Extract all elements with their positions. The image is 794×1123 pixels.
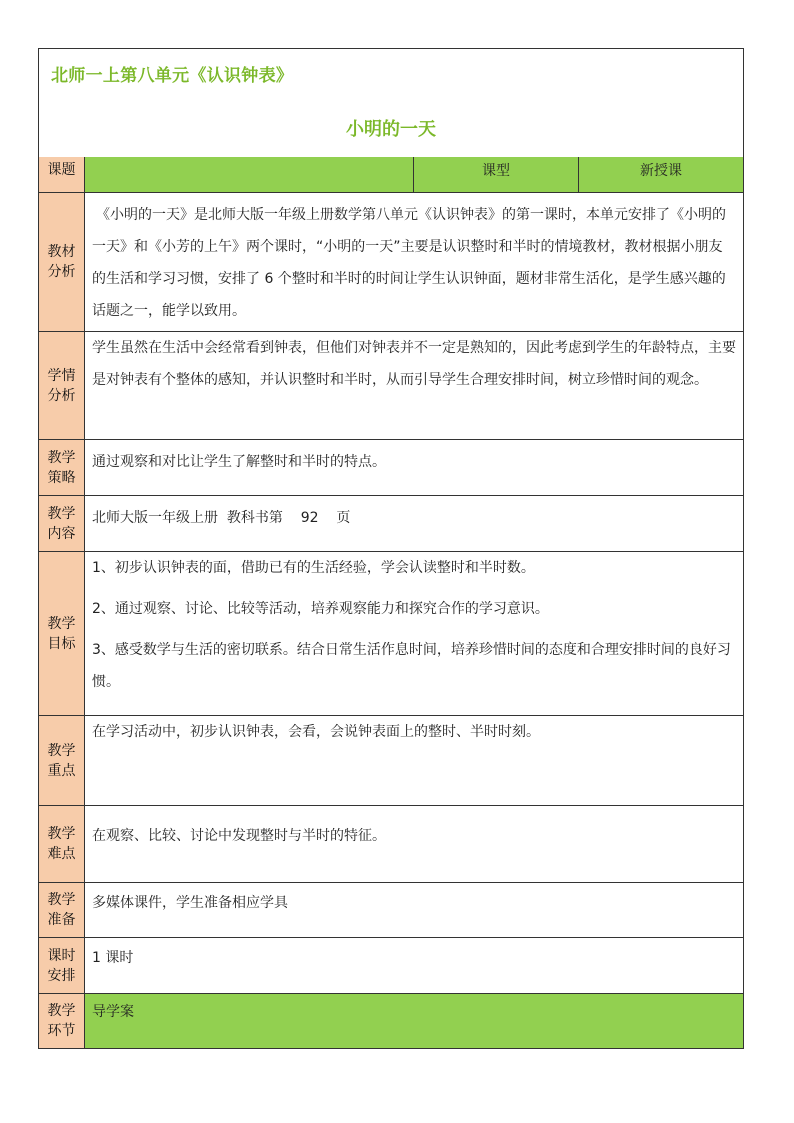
schedule-text: 1 课时 (92, 950, 134, 966)
key-points-text: 在学习活动中，初步认识钟表，会看，会说钟表面上的整时、半时时刻。 (92, 724, 540, 740)
material-analysis-label: 教材分析 (39, 193, 85, 331)
teaching-strategy-label: 教学策略 (39, 440, 85, 495)
teaching-process-label: 教学环节 (39, 994, 85, 1048)
teaching-content-row (39, 496, 743, 552)
teaching-strategy-row (39, 440, 743, 496)
key-points-row (39, 716, 743, 806)
teaching-goals-row (39, 552, 743, 716)
topic-row (39, 157, 743, 193)
table-header (39, 49, 743, 158)
student-analysis-row (39, 332, 743, 440)
teaching-goal-item: 3、感受数学与生活的密切联系。结合日常生活作息时间，培养珍惜时间的态度和合理安排时间的良好习惯。 (92, 642, 731, 690)
teaching-goal-item: 1、初步认识钟表的面，借助已有的生活经验，学会认读整时和半时数。 (92, 560, 535, 576)
series-title: 北师一上第八单元《认识钟表》 (51, 66, 294, 86)
lesson-title: 小明的一天 (346, 119, 436, 140)
key-points-label: 教学重点 (39, 716, 85, 805)
schedule-row (39, 938, 743, 994)
material-analysis-row (39, 193, 743, 332)
teaching-goals-label: 教学目标 (39, 552, 85, 715)
lesson-type-label: 课型 (414, 157, 579, 192)
preparation-row (39, 883, 743, 938)
preparation-label: 教学准备 (39, 883, 85, 937)
topic-value (85, 157, 414, 192)
teaching-strategy-text: 通过观察和对比让学生了解整时和半时的特点。 (92, 454, 386, 470)
student-analysis-text: 学生虽然在生活中会经常看到钟表，但他们对钟表并不一定是熟知的，因此考虑到学生的年龄特点，主要是对钟表有个整体的感知，并认识整时和半时，从而引导学生合理安排时间，树立珍惜时间的观念。 (92, 340, 736, 388)
difficulties-label: 教学难点 (39, 806, 85, 882)
topic-label: 课题 (39, 157, 85, 192)
difficulties-row (39, 806, 743, 883)
preparation-text: 多媒体课件，学生准备相应学具 (92, 895, 288, 911)
lesson-plan-table (38, 48, 744, 1049)
teaching-process-row (39, 994, 743, 1048)
material-analysis-text: 《小明的一天》是北师大版一年级上册数学第八单元《认识钟表》的第一课时，本单元安排了《小明的一天》和《小芳的上午》两个课时，“小明的一天”主要是认识整时和半时的情境教材，教材根据小朋友的生活和学习习惯，安排了 6 个整时和半时的时间让学生认识钟面，题材非常生活化，是学生感兴趣的话题之一，能学以致用。 (92, 207, 726, 319)
schedule-label: 课时安排 (39, 938, 85, 993)
teaching-goals-list (85, 552, 743, 715)
teaching-content-label: 教学内容 (39, 496, 85, 551)
teaching-content-text: 北师大版一年级上册 教科书第 92 页 (92, 510, 351, 526)
teaching-goal-item: 2、通过观察、讨论、比较等活动，培养观察能力和探究合作的学习意识。 (92, 601, 549, 617)
student-analysis-label: 学情分析 (39, 332, 85, 439)
difficulties-text: 在观察、比较、讨论中发现整时与半时的特征。 (92, 828, 386, 844)
lesson-type-value: 新授课 (640, 163, 682, 179)
teaching-process-text: 导学案 (92, 1004, 134, 1020)
